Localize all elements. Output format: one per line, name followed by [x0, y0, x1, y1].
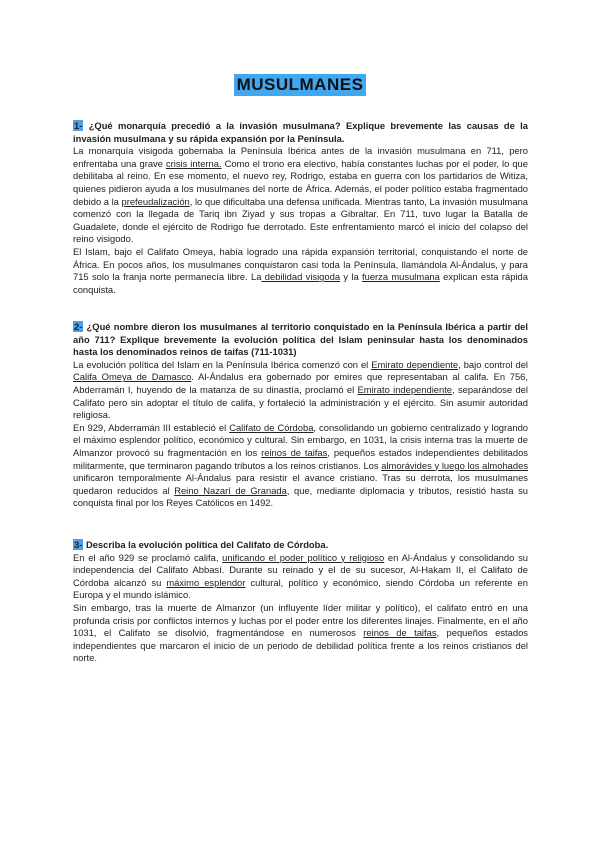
text-run: La evolución política del Islam en la Península Ibérica comenzó con el [73, 358, 372, 370]
text-run: La monarquía visigoda gobernaba la Península Ibérica antes de la invasión musulmana en 711, pero enfrentaba una grave [73, 145, 528, 169]
text-run: , consolidando un gobierno centralizado y logrando el máximo esplendor político, económico y cultural. Sin embargo, en 1031, la crisis interna tras la muerte de Almanzor provocó su fragmentación en los [73, 421, 529, 458]
text-run: , lo que dificultaba una defensa unificada. Mientras tanto, La invasión musulmana comenzó con la llegada de Tariq ibn Ziyad y sus tropas a Gibraltar. En 711, tuvo lugar la Batalla de Guadalete, donde el ejército de Rodrigo fue derrotado. Este enfrentamiento marcó el inicio del colapso del reino visigodo. [73, 195, 528, 245]
underlined-term: Emirato dependiente [371, 358, 459, 370]
text-run: , separándose del Califato pero sin adoptar el título de califa, y fortaleció la administración y el ejército. Sin asumir autoridad religiosa. [73, 383, 528, 421]
question-text: Describa la evolución política del Califato de Córdoba. [83, 539, 329, 550]
text-run: . Al-Ándalus era gobernado por emires que representaban al califa. En 756, Abderramán I, huyendo de la matanza de su dinastía, proclamó el [73, 371, 528, 395]
question-number: 3- [74, 539, 83, 550]
answer-paragraph [73, 246, 528, 296]
section-1 [73, 120, 528, 296]
underlined-term: almorávides y luego los almohades [381, 459, 529, 471]
text-run: , pequeños estados independientes debilitados militarmente, que terminaron pagando tributos a los reinos cristianos. Los [73, 446, 528, 471]
text-run: Sin embargo, tras la muerte de Almanzor (un influyente líder militar y político), el califato entró en una profunda crisis por conflictos internos y luchas por el poder entre los diferentes linajes. Finalmente, en el año 1031, el Califato se disolvió, fragmentándose en numerosos [73, 601, 528, 639]
text-run: , que, mediante diplomacia y tributos, resistió hasta su conquista final por los Reyes Católicos en 1492. [73, 484, 528, 509]
section-2 [73, 321, 528, 510]
underlined-term: máximo esplendor [166, 576, 246, 588]
text-run: cultural, político y económico, siendo Córdoba un referente en Europa y el mundo islámico. [73, 576, 528, 601]
underlined-term: unificando el poder político y religioso [222, 551, 385, 563]
text-run: El Islam, bajo el Califato Omeya, había logrado una rápida expansión territorial, conquistando el norte de África. En pocos años, los musulmanes conquistaron casi toda la Península, llamándola Al-Ándalus, y para 715 solo la franja norte permanecía libre. La [73, 245, 528, 283]
underlined-term: Califa Omeya de Damasco [73, 371, 192, 383]
underlined-term: fuerza musulmana [362, 271, 440, 283]
text-run: unificaron temporalmente Al-Ándalus para resistir el avance cristiano. Tras su derrota, los musulmanes quedaron reducidos al [73, 472, 528, 496]
underlined-term: Califato de Córdoba [229, 421, 314, 433]
text-run: Como el trono era electivo, había constantes luchas por el poder, lo que debilitaba al reino. En ese momento, el nuevo rey, Rodrigo, estaba en guerra con los partidarios de Witiza, quienes pidieron ayuda a los musulmanes del norte de África. Además, el poder político estaba fragmentado debido a la [73, 157, 528, 207]
text-run: explican esta rápida conquista. [73, 271, 528, 295]
answer-paragraph [73, 552, 528, 602]
underlined-term: Emirato independiente [357, 383, 453, 395]
underlined-term: reinos de taifas [363, 627, 437, 639]
question-3 [73, 539, 528, 552]
question-number: 1- [74, 120, 83, 131]
text-run: y la [340, 271, 362, 283]
underlined-term: prefeudalización [121, 195, 190, 207]
text-run: En el año 929 se proclamó califa, [73, 551, 223, 563]
question-text: ¿Qué monarquía precedió a la invasión musulmana? Explique brevemente las causas de la invasión musulmana y su rápida expansión por la Península. [73, 120, 528, 144]
underlined-term: reinos de taifas [261, 446, 328, 458]
question-2 [73, 321, 528, 359]
underlined-term: Reino Nazarí de Granada [174, 484, 287, 496]
title-container [0, 74, 600, 96]
document-title: MUSULMANES [234, 74, 367, 96]
section-3 [73, 539, 528, 665]
text-run: en Al-Ándalus y consolidando su independencia del Califato Abbasí. Durante su reinado y el de su sucesor, Al-Hakam II, el Califato de Córdoba alcanzó su [73, 551, 528, 588]
question-number: 2- [74, 321, 83, 332]
answer-paragraph [73, 145, 528, 246]
question-text: ¿Qué nombre dieron los musulmanes al territorio conquistado en la Península Ibérica a partir del año 711? Explique brevemente la evolución política del Islam peninsular hasta los denominados hasta los denominados reinos de taifas (711-1031) [73, 321, 528, 358]
answer-paragraph [73, 359, 528, 422]
answer-paragraph [73, 602, 528, 665]
text-run: En 929, Abderramán III estableció el [73, 421, 230, 433]
text-run: , pequeños estados independientes que marcaron el inicio de un periodo de debilidad política frente a los reinos cristianos del norte. [73, 627, 528, 664]
underlined-term: crisis interna. [165, 157, 222, 169]
answer-paragraph [73, 422, 528, 510]
question-1 [73, 120, 528, 145]
text-run: , bajo control del [458, 358, 528, 370]
underlined-term: debilidad visigoda [261, 271, 341, 283]
